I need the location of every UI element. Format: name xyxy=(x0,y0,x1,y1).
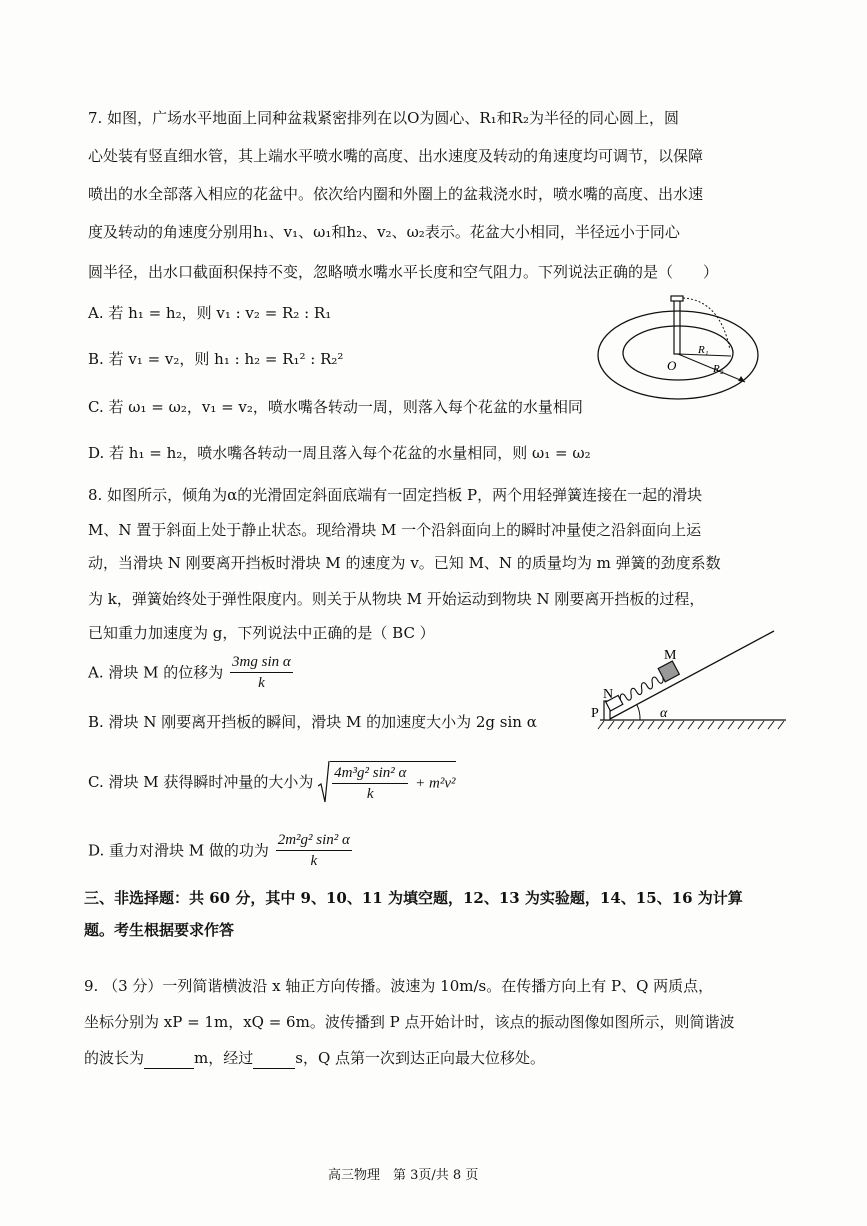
q8-option-d-denominator: k xyxy=(310,853,318,869)
q7-stem-line-2: 心处装有竖直细水管，其上端水平喷水嘴的高度、出水速度及转动的角速度均可调节，以保障 xyxy=(88,147,704,165)
q7-stem-line-3: 喷出的水全部落入相应的花盆中。依次给内圈和外圈上的盆栽浇水时，喷水嘴的高度、出水速 xyxy=(88,185,704,203)
q9-line-3 xyxy=(84,1048,545,1069)
q8-option-c-tail: + m²v² xyxy=(415,775,456,791)
q7-option-b: B. 若 v₁ = v₂，则 h₁ : h₂ = R₁² : R₂² xyxy=(88,350,344,368)
q9-line-3-text-a: 的波长为 xyxy=(84,1049,145,1067)
q7-option-a: A. 若 h₁ = h₂，则 v₁ : v₂ = R₂ : R₁ xyxy=(88,304,332,322)
q8-figure-m-label: M xyxy=(664,648,677,663)
q8-option-c-denominator: k xyxy=(366,785,374,802)
q8-option-c-radical xyxy=(318,760,455,804)
q7-option-c: C. 若 ω₁ = ω₂，v₁ = v₂，喷水嘴各转动一周，则落入每个花盆的水量相同 xyxy=(88,398,583,416)
q9-blank-time[interactable] xyxy=(253,1048,295,1069)
q7-option-d: D. 若 h₁ = h₂，喷水嘴各转动一周且落入每个花盆的水量相同，则 ω₁ = ω₂ xyxy=(88,444,591,462)
q7-stem-line-4: 度及转动的角速度分别用h₁、v₁、ω₁和h₂、v₂、ω₂表示。花盆大小相同，半径远小于同心 xyxy=(88,223,680,241)
q8-figure-p-label: P xyxy=(591,706,599,721)
q8-option-c xyxy=(88,760,456,804)
q8-option-c-numerator: 4m³g² sin² α xyxy=(332,763,408,784)
q7-stem-line-5: 圆半径，出水口截面积保持不变，忽略喷水嘴水平长度和空气阻力。下列说法正确的是（ ） xyxy=(88,263,719,281)
q9-line-3-text-c: s，Q 点第一次到达正向最大位移处。 xyxy=(295,1049,546,1067)
q8-stem-line-5: 已知重力加速度为 g，下列说法中正确的是（ BC ） xyxy=(88,624,435,642)
q7-figure-r2-label: R₂ xyxy=(713,363,724,375)
section-3-heading-line-2: 题。考生根据要求作答 xyxy=(84,921,235,939)
q7-figure-r1-label: R₁ xyxy=(698,344,709,356)
q9-blank-wavelength[interactable] xyxy=(144,1048,194,1069)
q8-stem-line-2: M、N 置于斜面上处于静止状态。现给滑块 M 一个沿斜面向上的瞬时冲量使之沿斜面向上运 xyxy=(88,521,702,539)
q8-option-d-numerator: 2m²g² sin² α xyxy=(276,830,352,851)
q7-figure-center-label: O xyxy=(667,358,677,373)
q7-stem-line-1: 7. 如图，广场水平地面上同种盆栽紧密排列在以O为圆心、R₁和R₂为半径的同心圆上，圆 xyxy=(88,109,679,127)
q8-stem-line-3: 动，当滑块 N 刚要离开挡板时滑块 M 的速度为 v。已知 M、N 的质量均为 m 弹簧的劲度系数 xyxy=(88,554,721,572)
q8-option-c-prefix: C. 滑块 M 获得瞬时冲量的大小为 xyxy=(88,773,314,791)
q7-figure xyxy=(595,290,760,405)
q8-figure-angle-label: α xyxy=(660,706,668,721)
q8-option-b: B. 滑块 N 刚要离开挡板的瞬间，滑块 M 的加速度大小为 2g sin α xyxy=(88,713,537,731)
q8-stem-line-1: 8. 如图所示，倾角为α的光滑固定斜面底端有一固定挡板 P，两个用轻弹簧连接在一起的滑块 xyxy=(88,486,703,504)
q9-line-2: 坐标分别为 xP = 1m，xQ = 6m。波传播到 P 点开始计时，该点的振动图像如图所示，则简谐波 xyxy=(84,1013,735,1031)
q8-option-d xyxy=(88,830,354,871)
q8-option-a-prefix: A. 滑块 M 的位移为 xyxy=(88,663,224,682)
q8-figure xyxy=(590,625,790,735)
q8-option-a-denominator: k xyxy=(258,675,265,691)
q8-figure-n-label: N xyxy=(603,687,614,702)
q9-line-3-text-b: m，经过 xyxy=(194,1049,254,1067)
section-3-heading-line-1: 三、非选择题：共 60 分，其中 9、10、11 为填空题，12、13 为实验题，14、15、16 为计算 xyxy=(84,889,743,907)
q9-line-1: 9. （3 分）一列简谐横波沿 x 轴正方向传播。波速为 10m/s。在传播方向上有 P、Q 两质点， xyxy=(84,977,714,995)
q8-option-d-prefix: D. 重力对滑块 M 做的功为 xyxy=(88,841,269,860)
page-footer: 高三物理 第 3页/共 8 页 xyxy=(328,1168,479,1183)
q8-stem-line-4: 为 k，弹簧始终处于弹性限度内。则关于从物块 M 开始运动到物块 N 刚要离开挡板的过程， xyxy=(88,590,705,608)
q8-option-a xyxy=(88,652,295,693)
q8-option-a-numerator: 3mg sin α xyxy=(230,652,293,673)
